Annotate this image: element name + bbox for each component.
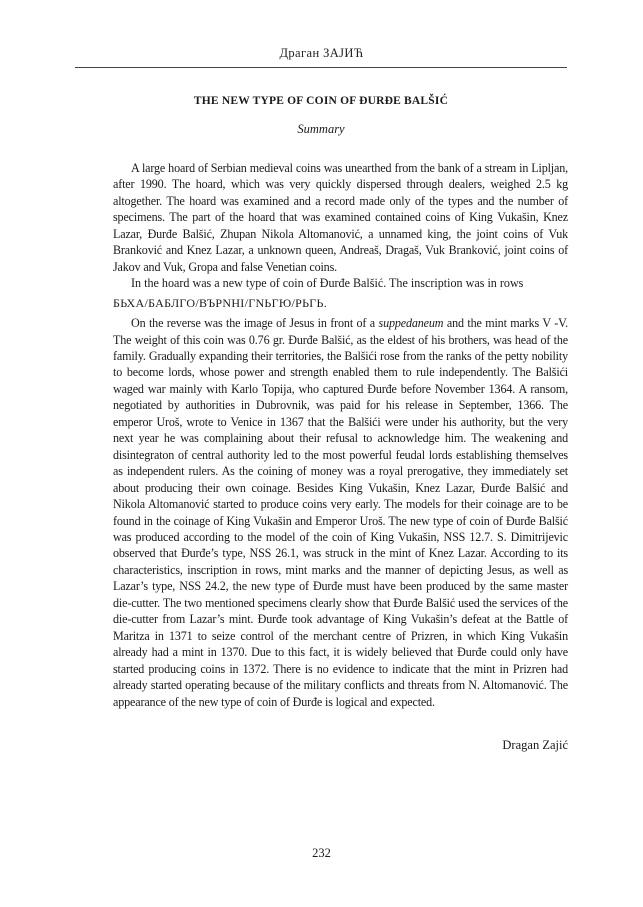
- summary-subtitle: Summary: [297, 122, 345, 136]
- paragraph-hoard: A large hoard of Serbian medieval coins was unearthed from the bank of a stream in Lipljan, after 1990. The hoard, which was very quickly dispersed through dealers, weighed 2.5 kg altogether. The hoard was examined and a record made only of the types and the number of specimens. The part of the hoard that was examined contained coins of King Vukašin, Knez Lazar, Đurđe Balšić, Zhupan Nikola Altomanović, a unnamed king, the joint coins of Vuk Branković and Knez Lazar, a unknown queen, Andreaš, Dragaš, Vuk Branković, joint coins of Jakov and Vuk, Gropa and false Venetian coins.: [113, 161, 568, 274]
- page-number: 232: [312, 846, 331, 860]
- article-title: THE NEW TYPE OF COIN OF ĐURĐE BALŠIĆ: [193, 95, 449, 107]
- rows-inscription: БЬХА/БАБЛГО/ВЪРNНI/ГNЬГЮ/РЬГЬ.: [113, 295, 328, 310]
- paragraph-new-type: In the hoard was a new type of coin of Đurđe Balšić. The inscription was in rows: [131, 276, 524, 291]
- reverse-intro: On the reverse was the image of Jesus in front of a: [131, 316, 379, 331]
- running-header: Драган ЗАЈИЋ: [279, 46, 364, 60]
- author-signature: Dragan Zajić: [502, 738, 568, 752]
- reverse-text: and the mint marks V -V. The weight of this coin was 0.76 gr. Đurđe Balšić, as the eldest of his brothers, was head of the family. Gradually expanding their territories, the Balšići rose from the ranks of the petty nobility to become lords, whose power and strength enabled them to rule independently. The Balšići waged war mainly with Karlo Topija, who captured Đurđe before November 1364. A ransom, negotiated by authorities in Dubrovnik, was paid for his release in September, 1366. The emperor Uroš, wrote to Venice in 1367 that the Balšići were under his authority, but the very next year he was complaining about their refusal to acknowledge him. The weakening and disintegraton of central authority led to the most powerful feudal lords establishing themselves as independent rulers. As the coining of money was a royal prerogative, they immediately set about producing their own coinage. Besides King Vukašin, Knez Lazar, Đurđe Balšić and Nikola Altomanović started to produce coins very early. The models for their coinage are to be found in the coinage of King Vukašin and Emperor Uroš. The new type of coin of Đurđe Balšić was produced according to the model of the coin of King Vukašin, NSS 12.7. S. Dimitrijevic observed that Đurđe’s type, NSS 26.1, was struck in the mint of Knez Lazar. According to its characteristics, inscription in rows, mint marks and the manner of depicting Jesus, as well as Lazar’s type, NSS 24.2, the new type of Đurđe must have been produced by the same master die-cutter. The two mentioned specimens clearly show that Đurđe Balšić used the services of the die-cutter from Lazar’s mint. Đurđe took advantage of King Vukašin’s defeat at the Battle of Maritza in 1371 to seize control of the merchant centre of Prizren, in which King Vukašin already had a mint in 1370. Due to this fact, it is widely believed that Đurđe could only have started producing coins in 1372. There is no evidence to indicate that the mint in Prizren had already started operating because of the military conflicts and threats from N. Altomanović. The appearance of the new type of coin of Đurđe is logical and expected.: [113, 316, 568, 709]
- summary-body: [113, 160, 568, 710]
- suppedaneum-term: suppedaneum: [378, 316, 444, 331]
- paragraph-reverse: [113, 315, 568, 710]
- header-rule: [75, 67, 567, 68]
